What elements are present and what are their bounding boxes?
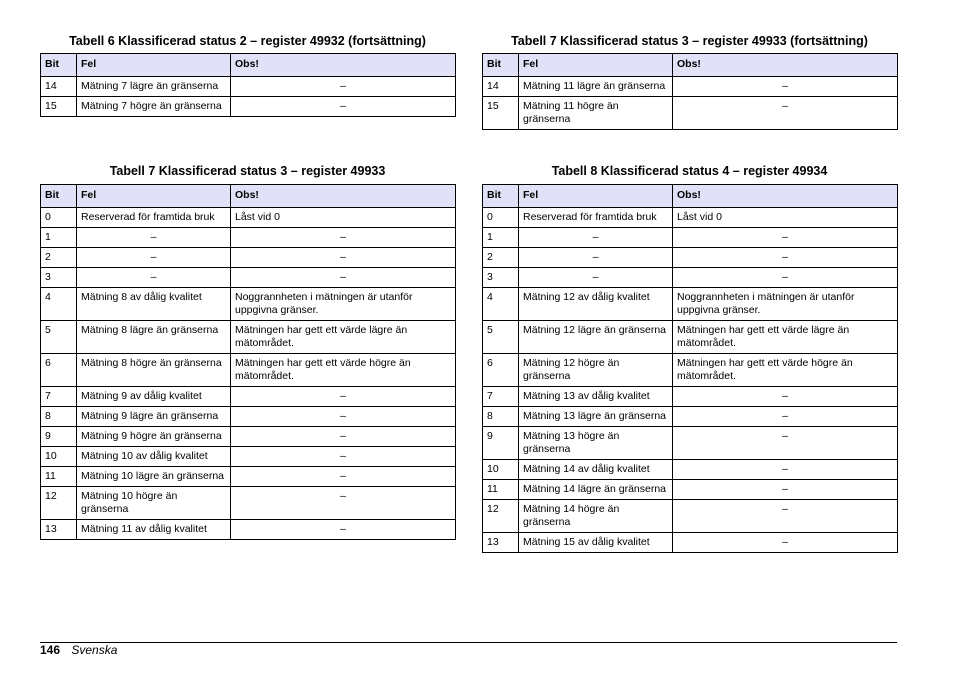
cell-fel: –	[519, 248, 673, 268]
cell-obs: –	[673, 460, 898, 480]
cell-obs: Låst vid 0	[231, 208, 456, 228]
cell-fel: Mätning 13 av dålig kvalitet	[519, 387, 673, 407]
cell-obs: –	[673, 268, 898, 288]
cell-bit: 9	[41, 427, 77, 447]
cell-fel: Mätning 8 av dålig kvalitet	[77, 288, 231, 321]
cell-bit: 8	[41, 407, 77, 427]
column-header-bit: Bit	[483, 54, 519, 77]
table-caption: Tabell 8 Klassificerad status 4 – register 49934	[551, 164, 828, 178]
cell-obs: Mätningen har gett ett värde högre än mätområdet.	[673, 354, 898, 387]
table-row	[41, 268, 456, 288]
cell-bit: 7	[41, 387, 77, 407]
table-row	[483, 407, 898, 427]
cell-fel: Mätning 14 lägre än gränserna	[519, 480, 673, 500]
cell-bit: 0	[41, 208, 77, 228]
cell-obs: –	[231, 248, 456, 268]
cell-fel: Mätning 12 lägre än gränserna	[519, 321, 673, 354]
cell-bit: 5	[41, 321, 77, 354]
cell-bit: 15	[483, 97, 519, 130]
table-caption: Tabell 7 Klassificerad status 3 – register 49933	[109, 164, 386, 178]
cell-obs: –	[231, 407, 456, 427]
table-header-row	[41, 54, 456, 77]
table-7-continued	[482, 53, 898, 130]
cell-obs: Mätningen har gett ett värde högre än mätområdet.	[231, 354, 456, 387]
column-header-fel: Fel	[77, 185, 231, 208]
column-header-bit: Bit	[41, 54, 77, 77]
column-header-obs: Obs!	[231, 54, 456, 77]
table-7-continued-block	[482, 33, 897, 130]
cell-bit: 13	[41, 520, 77, 540]
cell-fel: Mätning 12 av dålig kvalitet	[519, 288, 673, 321]
cell-bit: 4	[483, 288, 519, 321]
cell-fel: –	[77, 268, 231, 288]
cell-fel: Mätning 9 lägre än gränserna	[77, 407, 231, 427]
table-row	[483, 460, 898, 480]
table-row	[41, 228, 456, 248]
table-row	[41, 487, 456, 520]
cell-fel: Mätning 8 lägre än gränserna	[77, 321, 231, 354]
table-row	[483, 268, 898, 288]
cell-fel: Mätning 14 högre än gränserna	[519, 500, 673, 533]
table-7	[40, 184, 456, 540]
cell-obs: Noggrannheten i mätningen är utanför uppgivna gränser.	[673, 288, 898, 321]
cell-bit: 10	[41, 447, 77, 467]
table-row	[483, 354, 898, 387]
cell-obs: –	[673, 533, 898, 553]
table-row	[41, 407, 456, 427]
table-row	[483, 480, 898, 500]
table-row	[41, 447, 456, 467]
cell-obs: –	[673, 500, 898, 533]
cell-obs: Noggrannheten i mätningen är utanför uppgivna gränser.	[231, 288, 456, 321]
table-row	[41, 467, 456, 487]
cell-bit: 14	[41, 77, 77, 97]
cell-obs: –	[673, 480, 898, 500]
cell-fel: Mätning 11 högre än gränserna	[519, 97, 673, 130]
cell-obs: –	[231, 487, 456, 520]
table-row	[41, 208, 456, 228]
cell-fel: Mätning 14 av dålig kvalitet	[519, 460, 673, 480]
page-footer	[40, 643, 117, 657]
column-header-obs: Obs!	[673, 185, 898, 208]
cell-fel: Mätning 12 högre än gränserna	[519, 354, 673, 387]
cell-fel: Mätning 13 högre än gränserna	[519, 427, 673, 460]
table-header-row	[41, 185, 456, 208]
cell-bit: 3	[483, 268, 519, 288]
cell-obs: –	[231, 447, 456, 467]
cell-fel: Mätning 8 högre än gränserna	[77, 354, 231, 387]
table-row	[41, 520, 456, 540]
cell-bit: 2	[41, 248, 77, 268]
cell-bit: 11	[41, 467, 77, 487]
cell-obs: –	[673, 248, 898, 268]
cell-obs: Mätningen har gett ett värde lägre än mätområdet.	[673, 321, 898, 354]
cell-obs: –	[673, 228, 898, 248]
cell-bit: 12	[41, 487, 77, 520]
cell-obs: –	[673, 427, 898, 460]
cell-obs: Låst vid 0	[673, 208, 898, 228]
cell-obs: –	[231, 268, 456, 288]
column-header-obs: Obs!	[673, 54, 898, 77]
cell-fel: –	[77, 248, 231, 268]
table-header-row	[483, 185, 898, 208]
cell-obs: –	[231, 427, 456, 447]
table-caption: Tabell 7 Klassificerad status 3 – register 49933 (fortsättning)	[511, 34, 868, 48]
cell-obs: –	[231, 97, 456, 117]
table-row	[483, 97, 898, 130]
cell-obs: –	[231, 387, 456, 407]
table-row	[41, 288, 456, 321]
cell-bit: 9	[483, 427, 519, 460]
table-row	[41, 77, 456, 97]
cell-bit: 12	[483, 500, 519, 533]
cell-fel: –	[519, 268, 673, 288]
table-row	[483, 427, 898, 460]
cell-obs: –	[673, 97, 898, 130]
table-row	[41, 248, 456, 268]
cell-bit: 1	[41, 228, 77, 248]
cell-bit: 13	[483, 533, 519, 553]
cell-fel: Mätning 7 högre än gränserna	[77, 97, 231, 117]
table-caption: Tabell 6 Klassificerad status 2 – register 49932 (fortsättning)	[69, 34, 426, 48]
cell-bit: 5	[483, 321, 519, 354]
column-header-fel: Fel	[519, 185, 673, 208]
column-header-fel: Fel	[519, 54, 673, 77]
cell-bit: 8	[483, 407, 519, 427]
table-row	[483, 533, 898, 553]
cell-obs: Mätningen har gett ett värde lägre än mätområdet.	[231, 321, 456, 354]
cell-fel: –	[519, 228, 673, 248]
cell-fel: –	[77, 228, 231, 248]
cell-fel: Mätning 9 högre än gränserna	[77, 427, 231, 447]
table-row	[483, 387, 898, 407]
table-row	[41, 427, 456, 447]
table-row	[41, 354, 456, 387]
cell-bit: 6	[483, 354, 519, 387]
table-row	[483, 500, 898, 533]
table-7-block	[40, 163, 455, 540]
cell-obs: –	[673, 77, 898, 97]
table-6	[40, 53, 456, 117]
table-row	[483, 208, 898, 228]
cell-obs: –	[231, 467, 456, 487]
cell-bit: 15	[41, 97, 77, 117]
cell-fel: Mätning 10 av dålig kvalitet	[77, 447, 231, 467]
footer-divider	[40, 642, 897, 643]
cell-fel: Mätning 13 lägre än gränserna	[519, 407, 673, 427]
cell-fel: Mätning 9 av dålig kvalitet	[77, 387, 231, 407]
cell-obs: –	[231, 520, 456, 540]
table-8	[482, 184, 898, 553]
table-8-block	[482, 163, 897, 553]
cell-bit: 1	[483, 228, 519, 248]
table-row	[483, 288, 898, 321]
cell-fel: Mätning 15 av dålig kvalitet	[519, 533, 673, 553]
column-header-fel: Fel	[77, 54, 231, 77]
table-6-block	[40, 33, 455, 117]
cell-fel: Mätning 11 av dålig kvalitet	[77, 520, 231, 540]
table-row	[41, 97, 456, 117]
cell-fel: Mätning 10 lägre än gränserna	[77, 467, 231, 487]
cell-obs: –	[673, 407, 898, 427]
cell-bit: 3	[41, 268, 77, 288]
cell-fel: Mätning 11 lägre än gränserna	[519, 77, 673, 97]
cell-bit: 0	[483, 208, 519, 228]
column-header-bit: Bit	[483, 185, 519, 208]
cell-fel: Reserverad för framtida bruk	[77, 208, 231, 228]
column-header-obs: Obs!	[231, 185, 456, 208]
cell-obs: –	[231, 228, 456, 248]
table-row	[483, 228, 898, 248]
cell-fel: Mätning 7 lägre än gränserna	[77, 77, 231, 97]
table-row	[483, 321, 898, 354]
column-header-bit: Bit	[41, 185, 77, 208]
cell-bit: 7	[483, 387, 519, 407]
cell-bit: 14	[483, 77, 519, 97]
page-number: 146	[40, 643, 61, 657]
table-row	[41, 321, 456, 354]
footer-language: Svenska	[71, 643, 118, 657]
cell-obs: –	[231, 77, 456, 97]
cell-fel: Mätning 10 högre än gränserna	[77, 487, 231, 520]
cell-bit: 2	[483, 248, 519, 268]
table-header-row	[483, 54, 898, 77]
cell-bit: 6	[41, 354, 77, 387]
cell-bit: 4	[41, 288, 77, 321]
table-row	[483, 248, 898, 268]
cell-bit: 11	[483, 480, 519, 500]
table-row	[483, 77, 898, 97]
cell-obs: –	[673, 387, 898, 407]
cell-bit: 10	[483, 460, 519, 480]
table-row	[41, 387, 456, 407]
cell-fel: Reserverad för framtida bruk	[519, 208, 673, 228]
